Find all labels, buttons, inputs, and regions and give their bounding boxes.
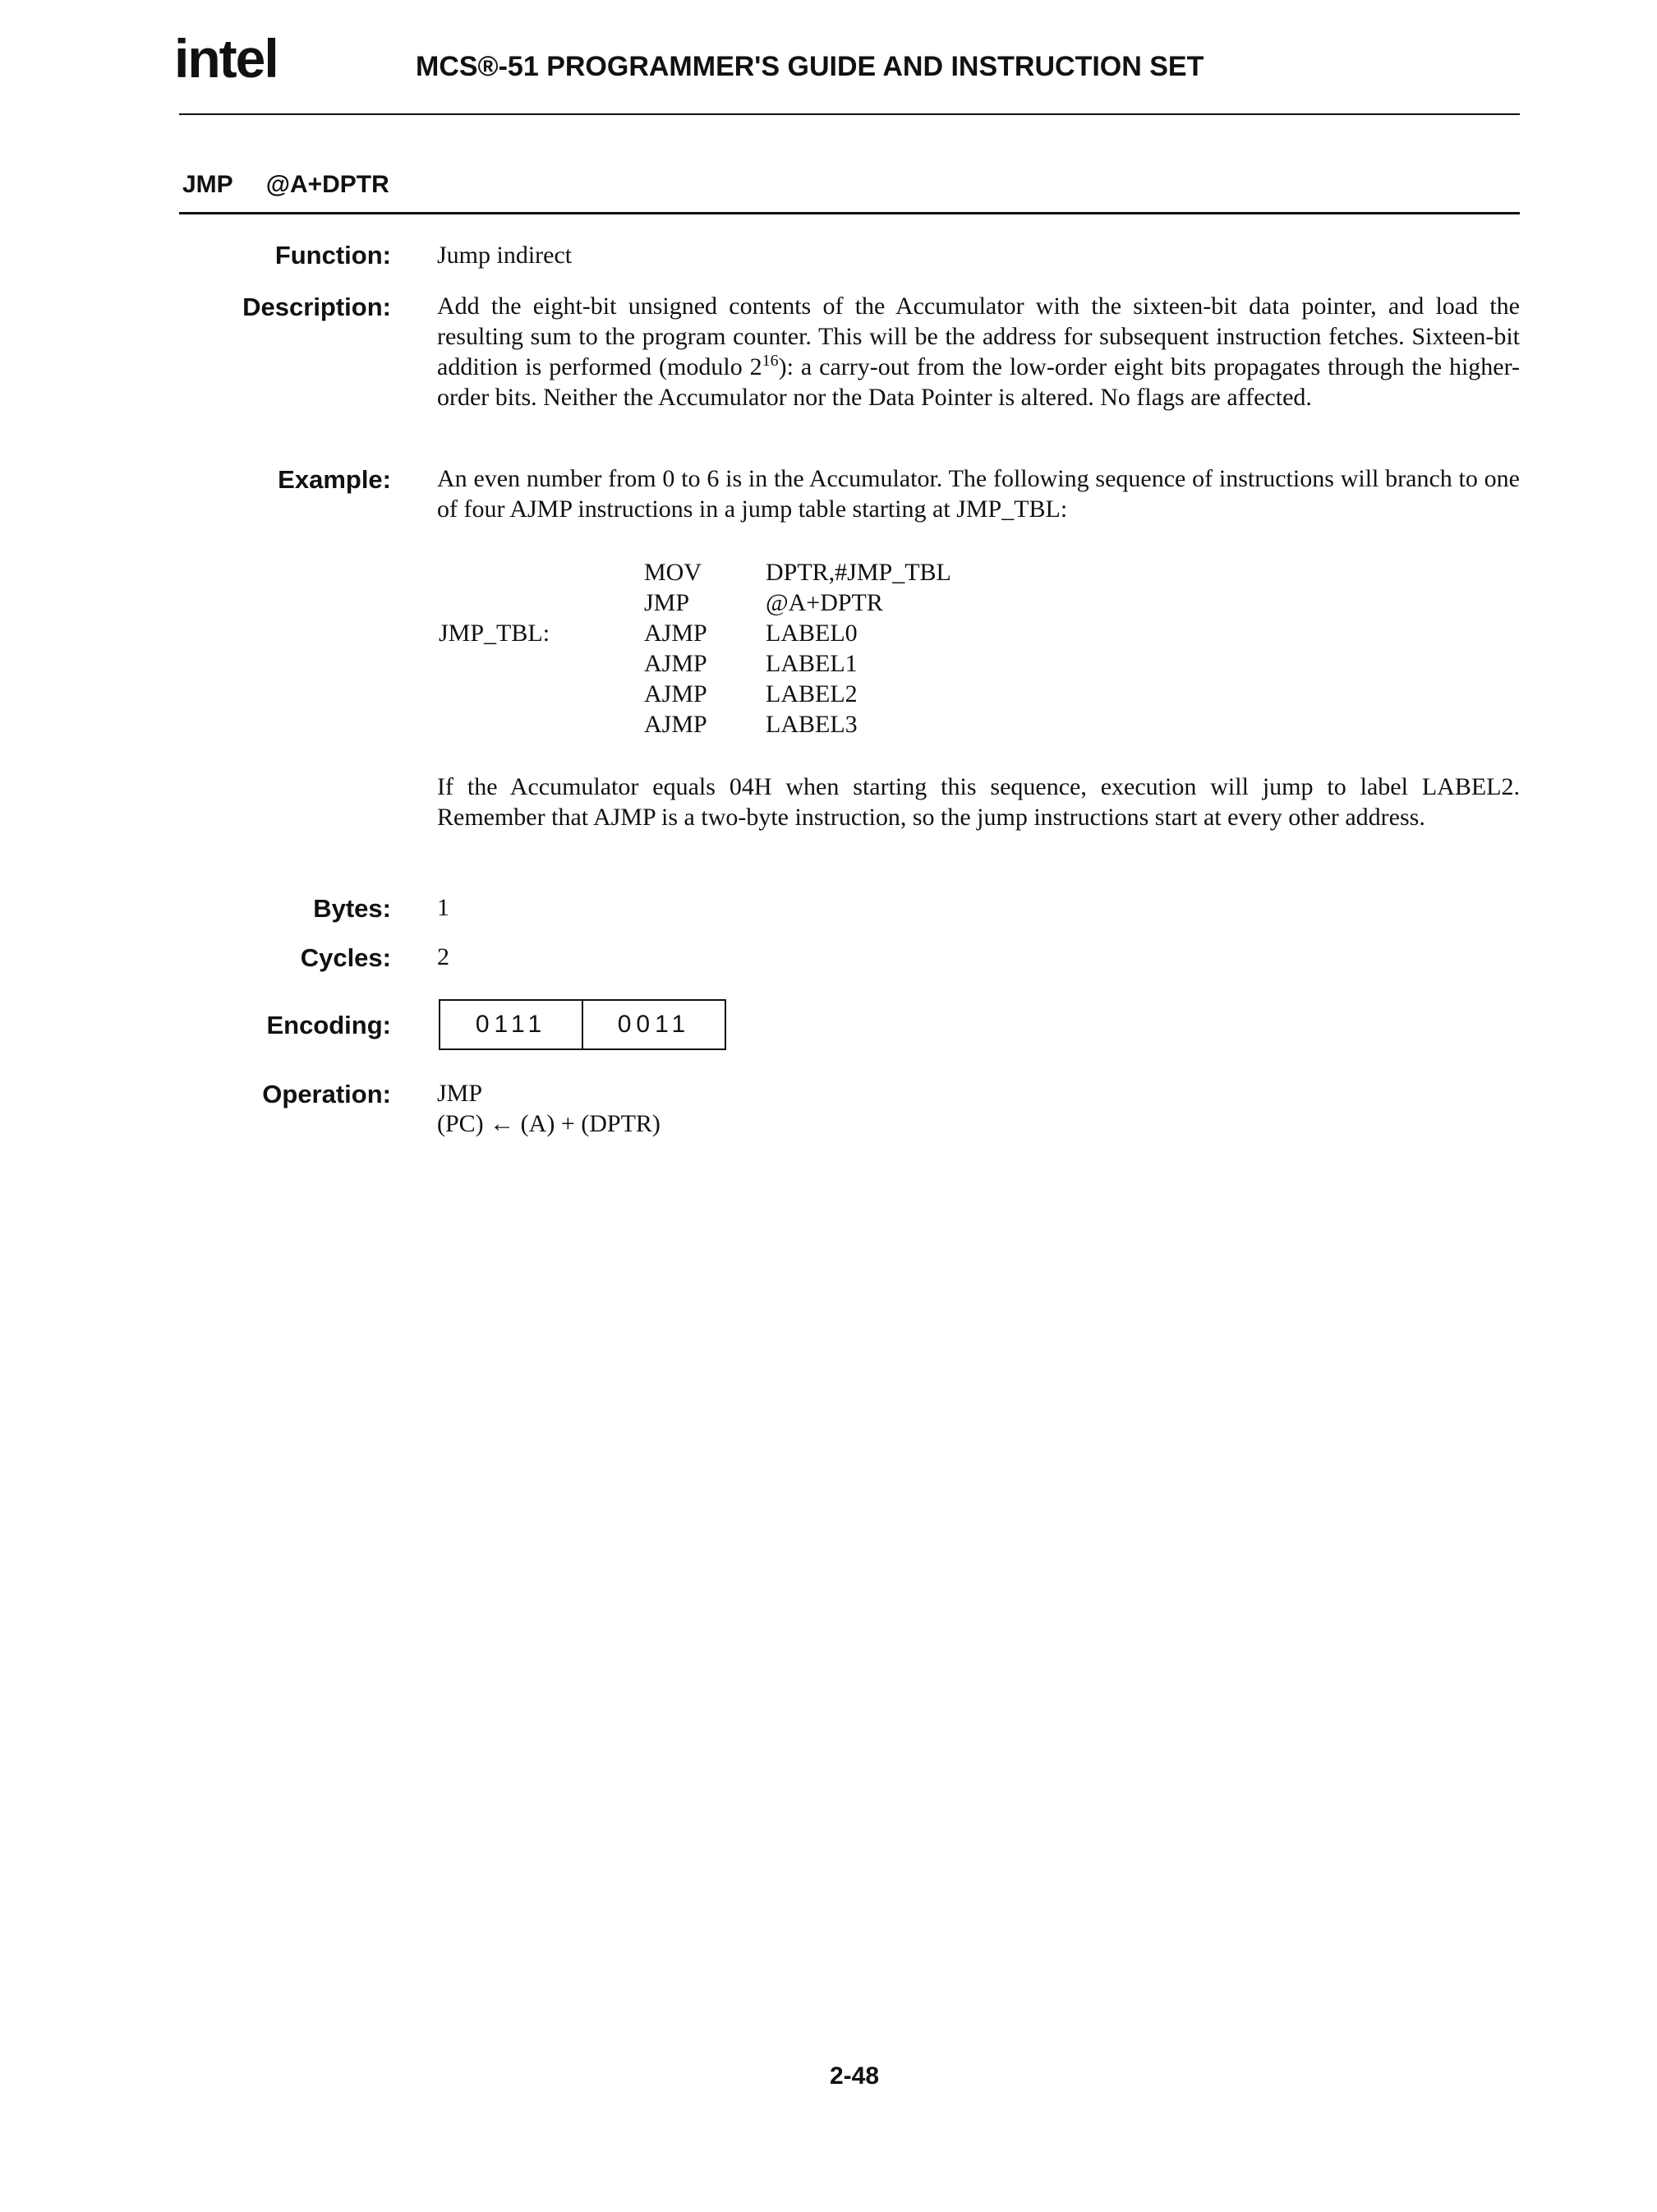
code-arg: LABEL0	[766, 620, 858, 647]
operation-text	[437, 1078, 1520, 1139]
description-part-1: Add the eight-bit unsigned contents of the Accumulator with the sixteen-bit data pointer, and load the resulting sum to the program counter. This will be the address for subsequent instruction fetches. Sixteen-bit addition is performed (modulo 2	[437, 293, 1520, 380]
cycles-value: 2	[437, 943, 449, 970]
description-part-2: ): a carry-out from the low-order eight bits propagates through the higher-order bits. Neither the Accumulator nor the Data Pointer is altered. No flags are affected.	[437, 353, 1520, 411]
code-line	[439, 709, 1096, 740]
code-op: AJMP	[644, 680, 707, 707]
function-text: Jump indirect	[437, 242, 573, 269]
encoding-box	[439, 999, 726, 1050]
code-listing	[439, 557, 1096, 740]
code-op: JMP	[644, 589, 690, 616]
header-rule	[179, 113, 1520, 115]
operation-label: Operation:	[262, 1080, 391, 1108]
description-exponent: 16	[762, 352, 779, 370]
code-label: JMP_TBL:	[439, 620, 550, 647]
function-label: Function:	[274, 241, 391, 270]
code-arg: @A+DPTR	[766, 589, 883, 616]
cycles-label: Cycles:	[300, 943, 391, 972]
instruction-mnemonic: JMP	[182, 171, 233, 198]
code-arg: LABEL3	[766, 711, 858, 738]
code-line	[439, 557, 1096, 588]
code-op: AJMP	[644, 650, 707, 677]
code-line	[439, 679, 1096, 709]
encoding-high-nibble: 0111	[475, 1011, 547, 1038]
encoding-label: Encoding:	[266, 1011, 391, 1039]
intel-logo: intel	[174, 28, 278, 89]
header-title: MCS®-51 PROGRAMMER'S GUIDE AND INSTRUCTION SET	[416, 51, 1204, 82]
operation-line-1: JMP	[437, 1080, 483, 1107]
code-op: MOV	[644, 559, 702, 586]
description-text	[437, 291, 1520, 412]
instruction-heading	[182, 171, 389, 199]
example-intro: An even number from 0 to 6 is in the Accumulator. The following sequence of instructions will branch to one of four AJMP instructions in a jump table starting at JMP_TBL:	[437, 465, 1520, 523]
code-op: AJMP	[644, 620, 707, 647]
example-explanation: If the Accumulator equals 04H when starting this sequence, execution will jump to label LABEL2. Remember that AJMP is a two-byte instruction, so the jump instructions start at every other address.	[437, 773, 1520, 831]
operation-line-2: (PC) ← (A) + (DPTR)	[437, 1110, 660, 1137]
code-line	[439, 648, 1096, 679]
page-number: 2-48	[830, 2062, 880, 2090]
code-op: AJMP	[644, 711, 707, 738]
bytes-label: Bytes:	[313, 894, 391, 923]
instruction-operand: @A+DPTR	[265, 171, 389, 198]
encoding-low-nibble: 0011	[582, 1001, 725, 1048]
code-arg: LABEL1	[766, 650, 858, 677]
code-arg: LABEL2	[766, 680, 858, 707]
example-label: Example:	[278, 465, 391, 494]
code-line	[439, 618, 1096, 648]
bytes-value: 1	[437, 894, 449, 921]
code-arg: DPTR,#JMP_TBL	[766, 559, 951, 586]
code-line	[439, 588, 1096, 618]
description-label: Description:	[242, 293, 391, 321]
instruction-rule	[179, 212, 1520, 214]
